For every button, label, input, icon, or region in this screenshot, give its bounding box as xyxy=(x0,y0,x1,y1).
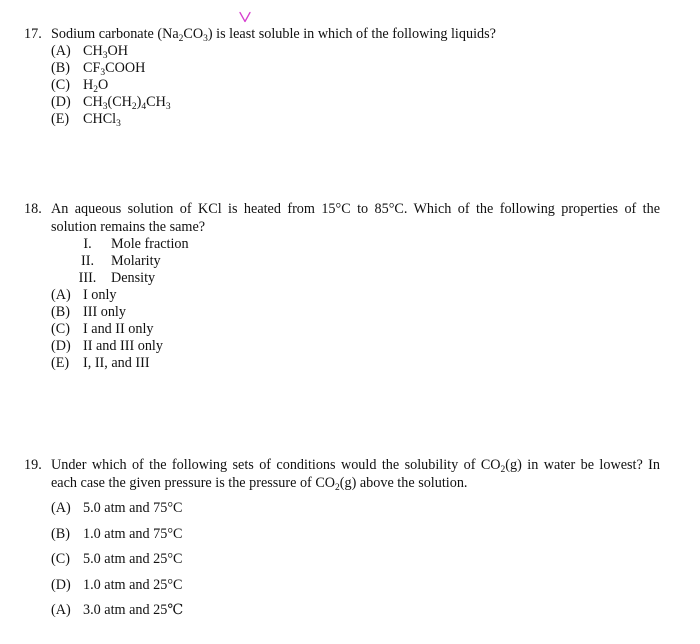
question-number: 19. xyxy=(24,457,42,473)
formula-text: CF xyxy=(83,60,101,76)
formula-text: CH xyxy=(83,43,103,59)
option-c xyxy=(51,547,660,573)
checkmark-icon xyxy=(239,11,251,23)
option-b xyxy=(51,60,660,77)
option-letter: (A) xyxy=(51,43,71,59)
option-letter: (D) xyxy=(51,576,71,593)
roman-statements xyxy=(64,236,660,287)
question-17 xyxy=(24,25,660,128)
subscript: 2 xyxy=(131,102,137,112)
subscript: 3 xyxy=(116,119,121,129)
formula-text: (CH xyxy=(107,94,132,110)
option-text: I, II, and III xyxy=(83,355,150,371)
formula-text: O xyxy=(98,77,109,93)
option-b xyxy=(51,304,660,321)
formula-text: COOH xyxy=(105,60,146,76)
stem-text: Sodium carbonate (Na xyxy=(51,26,179,42)
question-stem: An aqueous solution of KCl is heated from 15°C to 85°C. Which of the following properties of the xyxy=(51,201,660,217)
option-letter: (D) xyxy=(51,338,71,354)
subscript: 2 xyxy=(335,483,340,493)
option-text: 1.0 atm and 25°C xyxy=(83,576,183,593)
question-18 xyxy=(24,200,660,372)
formula-text: H xyxy=(83,77,94,93)
statement-text: Density xyxy=(111,270,156,286)
subscript: 4 xyxy=(141,102,147,112)
option-a xyxy=(51,496,660,522)
option-letter: (B) xyxy=(51,60,70,76)
question-stem xyxy=(51,456,660,474)
option-text: II and III only xyxy=(83,338,163,354)
answer-options xyxy=(51,496,660,624)
option-b xyxy=(51,522,660,548)
subscript: 3 xyxy=(102,51,108,61)
stem-text: Under which of the following sets of conditions would the solubility of CO xyxy=(51,457,501,473)
option-letter: (E) xyxy=(51,355,70,371)
question-number: 18. xyxy=(24,201,42,217)
option-letter: (B) xyxy=(51,304,70,320)
statement-text: Mole fraction xyxy=(111,236,189,252)
question-number: 17. xyxy=(24,26,42,42)
option-text: I only xyxy=(83,287,117,303)
formula-text: CHCl xyxy=(83,111,117,127)
option-text: 5.0 atm and 25°C xyxy=(83,551,183,567)
question-19 xyxy=(24,456,660,624)
option-text: 3.0 atm and 25℃ xyxy=(83,602,184,618)
statement-1 xyxy=(64,236,660,253)
option-d xyxy=(51,573,660,599)
option-letter: (A) xyxy=(51,602,71,618)
statement-3 xyxy=(64,270,660,287)
option-text: 5.0 atm and 75°C xyxy=(83,500,183,516)
option-d xyxy=(51,338,660,355)
option-letter: (A) xyxy=(51,500,71,516)
subscript: 2 xyxy=(500,465,506,475)
answer-options xyxy=(51,43,660,128)
option-text: 1.0 atm and 75°C xyxy=(83,525,183,542)
option-c xyxy=(51,321,660,338)
question-stem xyxy=(51,25,660,43)
option-a xyxy=(51,43,660,60)
stem-text: ) is least soluble in which of the following liquids? xyxy=(207,26,496,42)
stem-text: (g) above the solution. xyxy=(339,475,468,491)
formula-text: ) xyxy=(136,94,142,110)
subscript: 3 xyxy=(102,102,108,112)
option-text: I and II only xyxy=(83,321,154,337)
answer-options xyxy=(51,287,660,372)
statement-numeral: II. xyxy=(81,253,94,269)
statement-numeral: I. xyxy=(83,236,92,252)
option-letter: (C) xyxy=(51,77,70,93)
subscript: 3 xyxy=(100,68,106,78)
option-letter: (E) xyxy=(51,111,70,127)
statement-numeral: III. xyxy=(78,270,97,286)
option-a xyxy=(51,287,660,304)
option-letter: (A) xyxy=(51,287,71,303)
statement-text: Molarity xyxy=(111,253,161,269)
option-letter: (C) xyxy=(51,321,70,337)
option-text: III only xyxy=(83,304,126,320)
subscript: 2 xyxy=(93,85,98,95)
stem-text: each case the given pressure is the pressure of CO xyxy=(51,475,336,491)
formula-text: CH xyxy=(83,94,103,110)
option-letter: (D) xyxy=(51,94,71,110)
statement-2 xyxy=(64,253,660,270)
option-c xyxy=(51,77,660,94)
option-e xyxy=(51,598,660,624)
option-e xyxy=(51,111,660,128)
formula-text: CH xyxy=(146,94,166,110)
subscript: 3 xyxy=(203,34,208,44)
stem-text: CO xyxy=(183,26,204,42)
question-stem-continued xyxy=(24,474,660,492)
option-e xyxy=(51,355,660,372)
formula-text: OH xyxy=(107,43,128,59)
stem-text: (g) in water be lowest? In xyxy=(505,457,660,473)
subscript: 3 xyxy=(165,102,171,112)
option-letter: (C) xyxy=(51,551,70,567)
question-stem-continued: solution remains the same? xyxy=(51,219,206,235)
option-letter: (B) xyxy=(51,525,70,542)
subscript: 2 xyxy=(178,34,184,44)
option-d xyxy=(51,94,660,111)
